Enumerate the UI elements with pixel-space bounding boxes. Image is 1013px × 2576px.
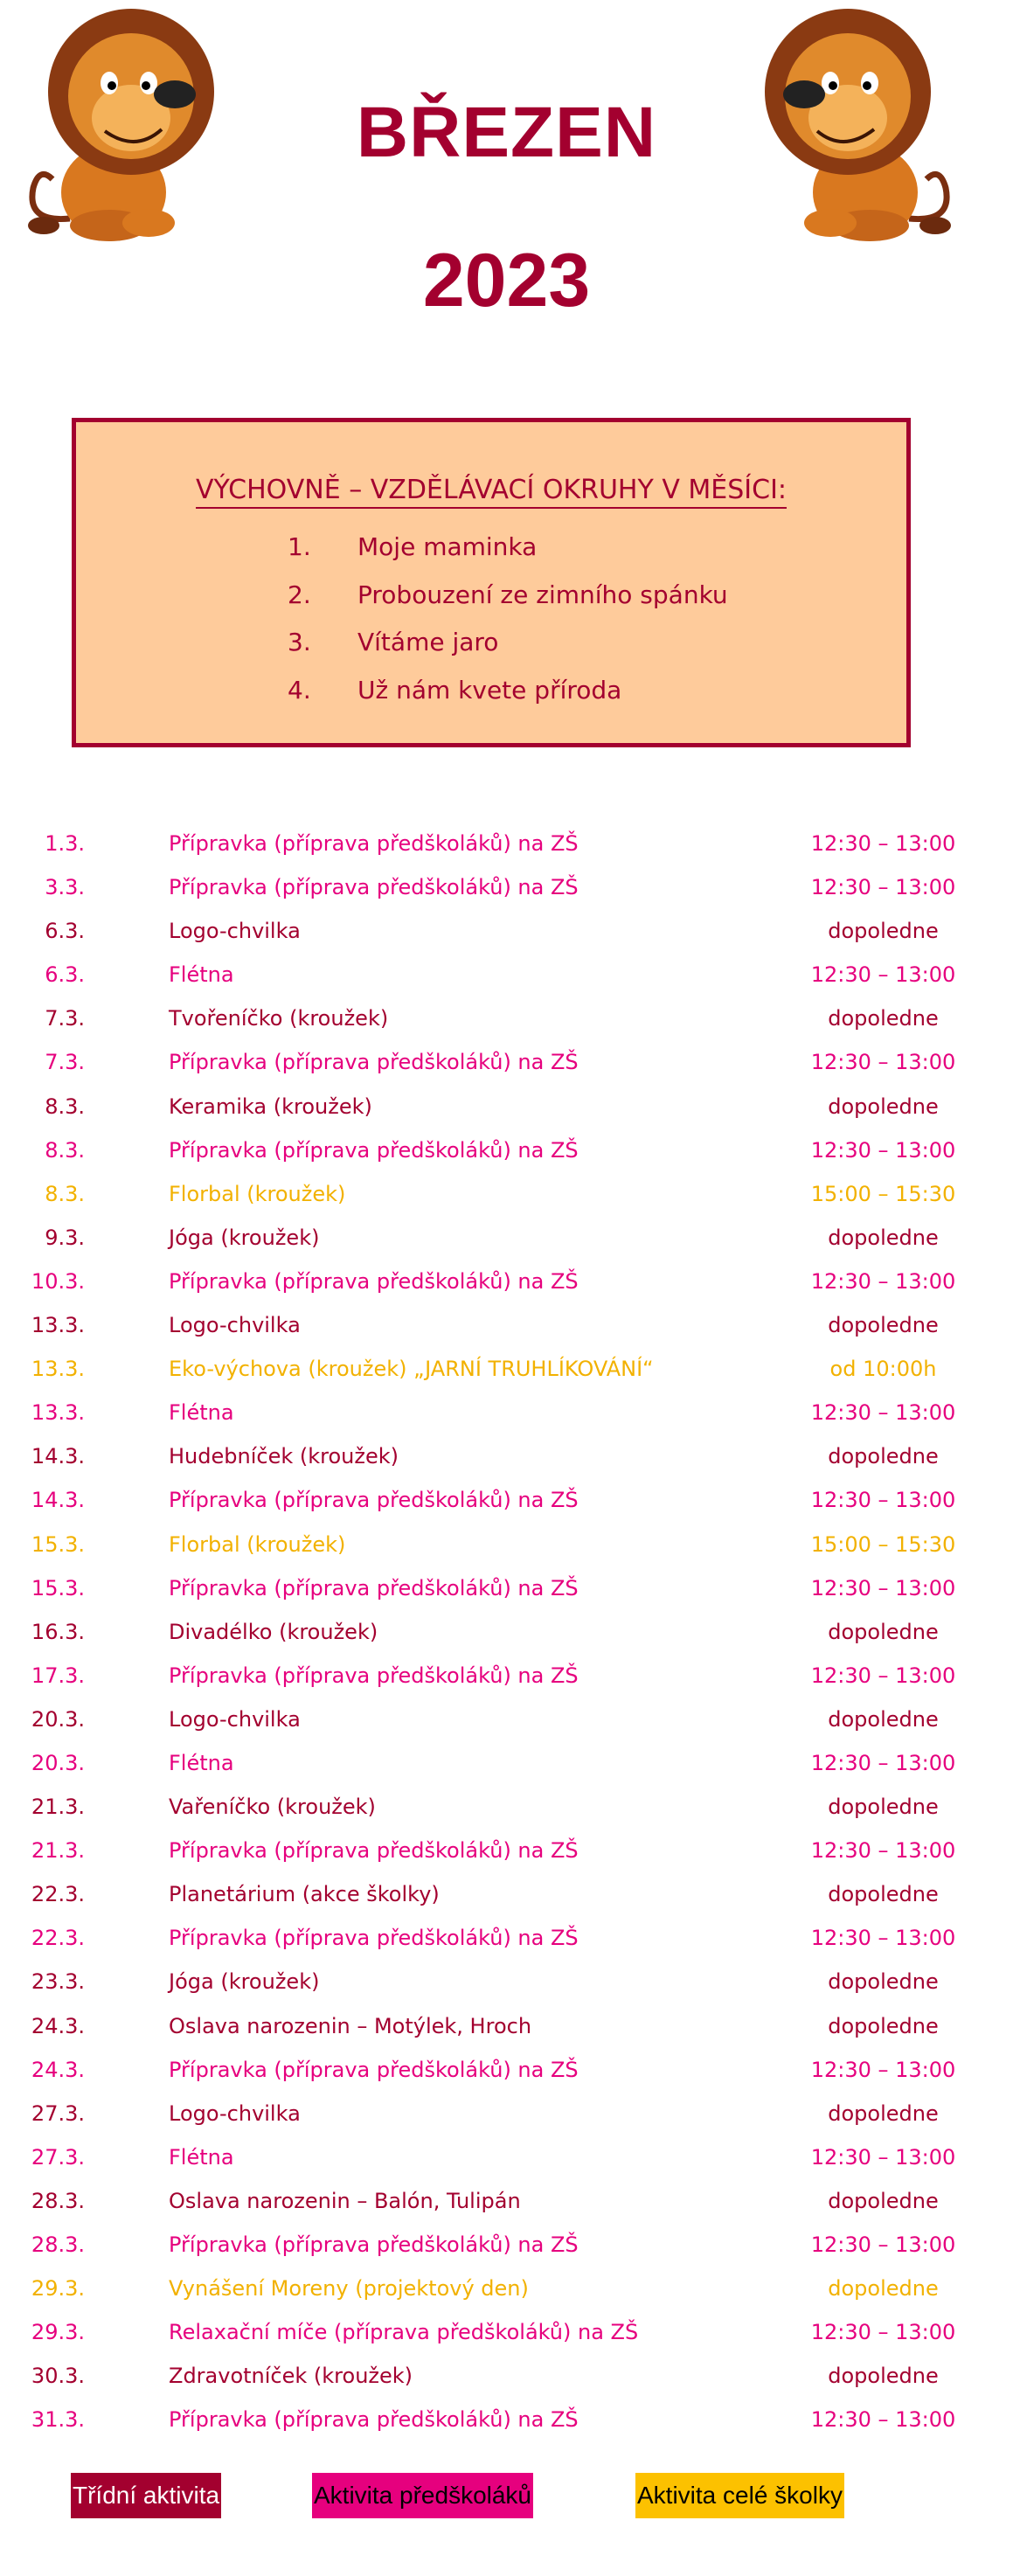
schedule-time: dopoledne	[828, 1006, 939, 1031]
schedule-date: 15.3.	[31, 1575, 85, 1600]
schedule-date: 15.3.	[31, 1531, 85, 1557]
schedule-row	[0, 996, 1013, 1039]
schedule-activity: Logo-chvilka	[169, 1706, 301, 1732]
schedule-date: 7.3.	[45, 1050, 85, 1075]
schedule-time: 12:30 – 13:00	[810, 1750, 956, 1775]
schedule-activity: Přípravka (příprava předškoláků) na ZŠ	[169, 2232, 579, 2257]
schedule-date: 10.3.	[31, 1268, 85, 1294]
schedule-time: 12:30 – 13:00	[810, 2057, 956, 2082]
schedule-time: 12:30 – 13:00	[810, 2144, 956, 2170]
schedule-date: 6.3.	[45, 919, 85, 944]
topics-list	[288, 532, 728, 723]
schedule-date: 29.3.	[31, 2276, 85, 2302]
schedule-date: 13.3.	[31, 1313, 85, 1338]
topic-label: Už nám kvete příroda	[357, 675, 622, 705]
schedule-time: 12:30 – 13:00	[810, 962, 956, 988]
schedule-time: 12:30 – 13:00	[810, 2320, 956, 2345]
month-title: BŘEZEN	[356, 93, 657, 172]
topic-number: 4.	[288, 675, 311, 705]
schedule-date: 6.3.	[45, 962, 85, 988]
topics-box	[72, 418, 911, 747]
schedule-row	[0, 1128, 1013, 1171]
schedule-row	[0, 952, 1013, 996]
topic-number: 1.	[288, 532, 311, 561]
schedule-activity: Logo-chvilka	[169, 2100, 301, 2126]
schedule-activity: Jóga (kroužek)	[169, 1225, 320, 1250]
schedule-row	[0, 1784, 1013, 1828]
schedule-date: 22.3.	[31, 1882, 85, 1907]
schedule-time: dopoledne	[828, 1882, 939, 1907]
schedule-time: dopoledne	[828, 2100, 939, 2126]
schedule-activity: Jóga (kroužek)	[169, 1969, 320, 1995]
schedule-row	[0, 2178, 1013, 2222]
topic-item	[288, 532, 728, 580]
schedule-activity: Logo-chvilka	[169, 1313, 301, 1338]
legend-predskolak: Aktivita předškoláků	[312, 2473, 533, 2518]
schedule-row	[0, 908, 1013, 952]
schedule-activity: Přípravka (příprava předškoláků) na ZŠ	[169, 1575, 579, 1600]
schedule-time: 12:30 – 13:00	[810, 1050, 956, 1075]
schedule-row	[0, 2135, 1013, 2178]
schedule-date: 27.3.	[31, 2100, 85, 2126]
legend-tridni: Třídní aktivita	[71, 2473, 221, 2518]
schedule-date: 14.3.	[31, 1488, 85, 1513]
schedule-activity: Přípravka (příprava předškoláků) na ZŠ	[169, 1838, 579, 1864]
schedule-date: 7.3.	[45, 1006, 85, 1031]
schedule-time: dopoledne	[828, 2276, 939, 2302]
schedule-date: 20.3.	[31, 1706, 85, 1732]
schedule-date: 17.3.	[31, 1663, 85, 1688]
schedule-activity: Flétna	[169, 1400, 234, 1426]
schedule-activity: Oslava narozenin – Motýlek, Hroch	[169, 2013, 532, 2038]
schedule-row	[0, 1915, 1013, 1959]
schedule-activity: Keramika (kroužek)	[169, 1094, 372, 1119]
schedule-date: 8.3.	[45, 1181, 85, 1206]
schedule-activity: Hudebníček (kroužek)	[169, 1444, 399, 1469]
topic-item	[288, 580, 728, 628]
schedule-activity: Přípravka (příprava předškoláků) na ZŠ	[169, 1663, 579, 1688]
schedule-date: 30.3.	[31, 2364, 85, 2389]
schedule-row	[0, 2047, 1013, 2091]
schedule-activity: Přípravka (příprava předškoláků) na ZŠ	[169, 1137, 579, 1163]
schedule-date: 27.3.	[31, 2144, 85, 2170]
schedule-date: 21.3.	[31, 1795, 85, 1820]
schedule-row	[0, 2309, 1013, 2353]
schedule-row	[0, 1084, 1013, 1128]
schedule-time: 12:30 – 13:00	[810, 1137, 956, 1163]
schedule-row	[0, 1740, 1013, 1784]
schedule-date: 24.3.	[31, 2013, 85, 2038]
schedule-row	[0, 2003, 1013, 2047]
schedule-date: 9.3.	[45, 1225, 85, 1250]
schedule-row	[0, 2397, 1013, 2441]
schedule-row	[0, 1215, 1013, 1259]
schedule-row	[0, 1959, 1013, 2003]
schedule-time: 15:00 – 15:30	[810, 1181, 956, 1206]
schedule-activity: Flétna	[169, 1750, 234, 1775]
schedule-activity: Relaxační míče (příprava předškoláků) na ZŠ	[169, 2320, 639, 2345]
topic-item	[288, 628, 728, 676]
topics-title: VÝCHOVNĚ – VZDĚLÁVACÍ OKRUHY V MĚSÍCI:	[76, 475, 906, 505]
schedule-time: dopoledne	[828, 1969, 939, 1995]
schedule-date: 13.3.	[31, 1357, 85, 1382]
schedule-activity: Florbal (kroužek)	[169, 1531, 346, 1557]
schedule-row	[0, 1697, 1013, 1740]
schedule-time: 12:30 – 13:00	[810, 2407, 956, 2433]
schedule-row	[0, 1522, 1013, 1566]
schedule-time: dopoledne	[828, 1094, 939, 1119]
topic-label: Probouzení ze zimního spánku	[357, 580, 728, 609]
schedule-activity: Planetárium (akce školky)	[169, 1882, 440, 1907]
schedule-row	[0, 2266, 1013, 2309]
schedule-time: dopoledne	[828, 2364, 939, 2389]
schedule-date: 1.3.	[45, 831, 85, 856]
schedule-time: 12:30 – 13:00	[810, 1575, 956, 1600]
schedule-date: 13.3.	[31, 1400, 85, 1426]
schedule-row	[0, 2353, 1013, 2397]
schedule-activity: Vynášení Moreny (projektový den)	[169, 2276, 529, 2302]
schedule-time: od 10:00h	[829, 1357, 937, 1382]
schedule-activity: Přípravka (příprava předškoláků) na ZŠ	[169, 1050, 579, 1075]
schedule-list	[0, 821, 1013, 2441]
schedule-row	[0, 1477, 1013, 1521]
schedule-date: 24.3.	[31, 2057, 85, 2082]
schedule-date: 8.3.	[45, 1137, 85, 1163]
schedule-activity: Tvořeníčko (kroužek)	[169, 1006, 389, 1031]
schedule-time: dopoledne	[828, 919, 939, 944]
schedule-date: 8.3.	[45, 1094, 85, 1119]
schedule-row	[0, 2091, 1013, 2135]
schedule-time: dopoledne	[828, 1444, 939, 1469]
schedule-activity: Flétna	[169, 2144, 234, 2170]
schedule-row	[0, 1653, 1013, 1697]
topic-item	[288, 676, 728, 724]
schedule-activity: Přípravka (příprava předškoláků) na ZŠ	[169, 831, 579, 856]
schedule-row	[0, 1390, 1013, 1434]
schedule-date: 29.3.	[31, 2320, 85, 2345]
schedule-time: dopoledne	[828, 1619, 939, 1644]
schedule-row	[0, 821, 1013, 864]
schedule-activity: Logo-chvilka	[169, 919, 301, 944]
schedule-activity: Přípravka (příprava předškoláků) na ZŠ	[169, 2057, 579, 2082]
schedule-time: dopoledne	[828, 2188, 939, 2213]
topic-number: 3.	[288, 628, 311, 656]
schedule-row	[0, 1346, 1013, 1390]
schedule-date: 31.3.	[31, 2407, 85, 2433]
schedule-row	[0, 1871, 1013, 1915]
schedule-time: dopoledne	[828, 1225, 939, 1250]
schedule-activity: Flétna	[169, 962, 234, 988]
schedule-time: 12:30 – 13:00	[810, 2232, 956, 2257]
schedule-date: 23.3.	[31, 1969, 85, 1995]
schedule-time: 12:30 – 13:00	[810, 875, 956, 900]
schedule-date: 14.3.	[31, 1444, 85, 1469]
schedule-time: 12:30 – 13:00	[810, 1400, 956, 1426]
schedule-date: 28.3.	[31, 2232, 85, 2257]
year-title: 2023	[422, 239, 591, 323]
schedule-row	[0, 1171, 1013, 1215]
schedule-row	[0, 1259, 1013, 1302]
schedule-activity: Přípravka (příprava předškoláků) na ZŠ	[169, 1926, 579, 1951]
schedule-row	[0, 1039, 1013, 1083]
schedule-time: 12:30 – 13:00	[810, 831, 956, 856]
schedule-time: 12:30 – 13:00	[810, 1838, 956, 1864]
schedule-date: 3.3.	[45, 875, 85, 900]
schedule-activity: Přípravka (příprava předškoláků) na ZŠ	[169, 2407, 579, 2433]
topic-label: Moje maminka	[357, 532, 538, 561]
schedule-date: 21.3.	[31, 1838, 85, 1864]
schedule-row	[0, 1302, 1013, 1346]
schedule-row	[0, 1434, 1013, 1477]
schedule-activity: Přípravka (příprava předškoláků) na ZŠ	[169, 875, 579, 900]
topic-number: 2.	[288, 580, 311, 609]
schedule-time: dopoledne	[828, 1313, 939, 1338]
schedule-date: 28.3.	[31, 2188, 85, 2213]
schedule-activity: Zdravotníček (kroužek)	[169, 2364, 413, 2389]
schedule-row	[0, 1609, 1013, 1653]
schedule-time: 12:30 – 13:00	[810, 1926, 956, 1951]
schedule-activity: Oslava narozenin – Balón, Tulipán	[169, 2188, 521, 2213]
schedule-row	[0, 864, 1013, 908]
schedule-row	[0, 2222, 1013, 2266]
schedule-date: 20.3.	[31, 1750, 85, 1775]
schedule-date: 16.3.	[31, 1619, 85, 1644]
schedule-activity: Eko-výchova (kroužek) „JARNÍ TRUHLÍKOVÁNÍ“	[169, 1357, 654, 1382]
schedule-activity: Vařeníčko (kroužek)	[169, 1795, 376, 1820]
schedule-time: 12:30 – 13:00	[810, 1488, 956, 1513]
schedule-activity: Přípravka (příprava předškoláků) na ZŠ	[169, 1268, 579, 1294]
schedule-date: 22.3.	[31, 1926, 85, 1951]
schedule-time: 12:30 – 13:00	[810, 1663, 956, 1688]
schedule-time: dopoledne	[828, 1795, 939, 1820]
schedule-time: 15:00 – 15:30	[810, 1531, 956, 1557]
schedule-time: 12:30 – 13:00	[810, 1268, 956, 1294]
schedule-activity: Divadélko (kroužek)	[169, 1619, 378, 1644]
schedule-activity: Florbal (kroužek)	[169, 1181, 346, 1206]
schedule-row	[0, 1828, 1013, 1871]
schedule-activity: Přípravka (příprava předškoláků) na ZŠ	[169, 1488, 579, 1513]
schedule-time: dopoledne	[828, 2013, 939, 2038]
schedule-time: dopoledne	[828, 1706, 939, 1732]
schedule-row	[0, 1566, 1013, 1609]
legend-skolka: Aktivita celé školky	[635, 2473, 844, 2518]
topic-label: Vítáme jaro	[357, 628, 499, 656]
